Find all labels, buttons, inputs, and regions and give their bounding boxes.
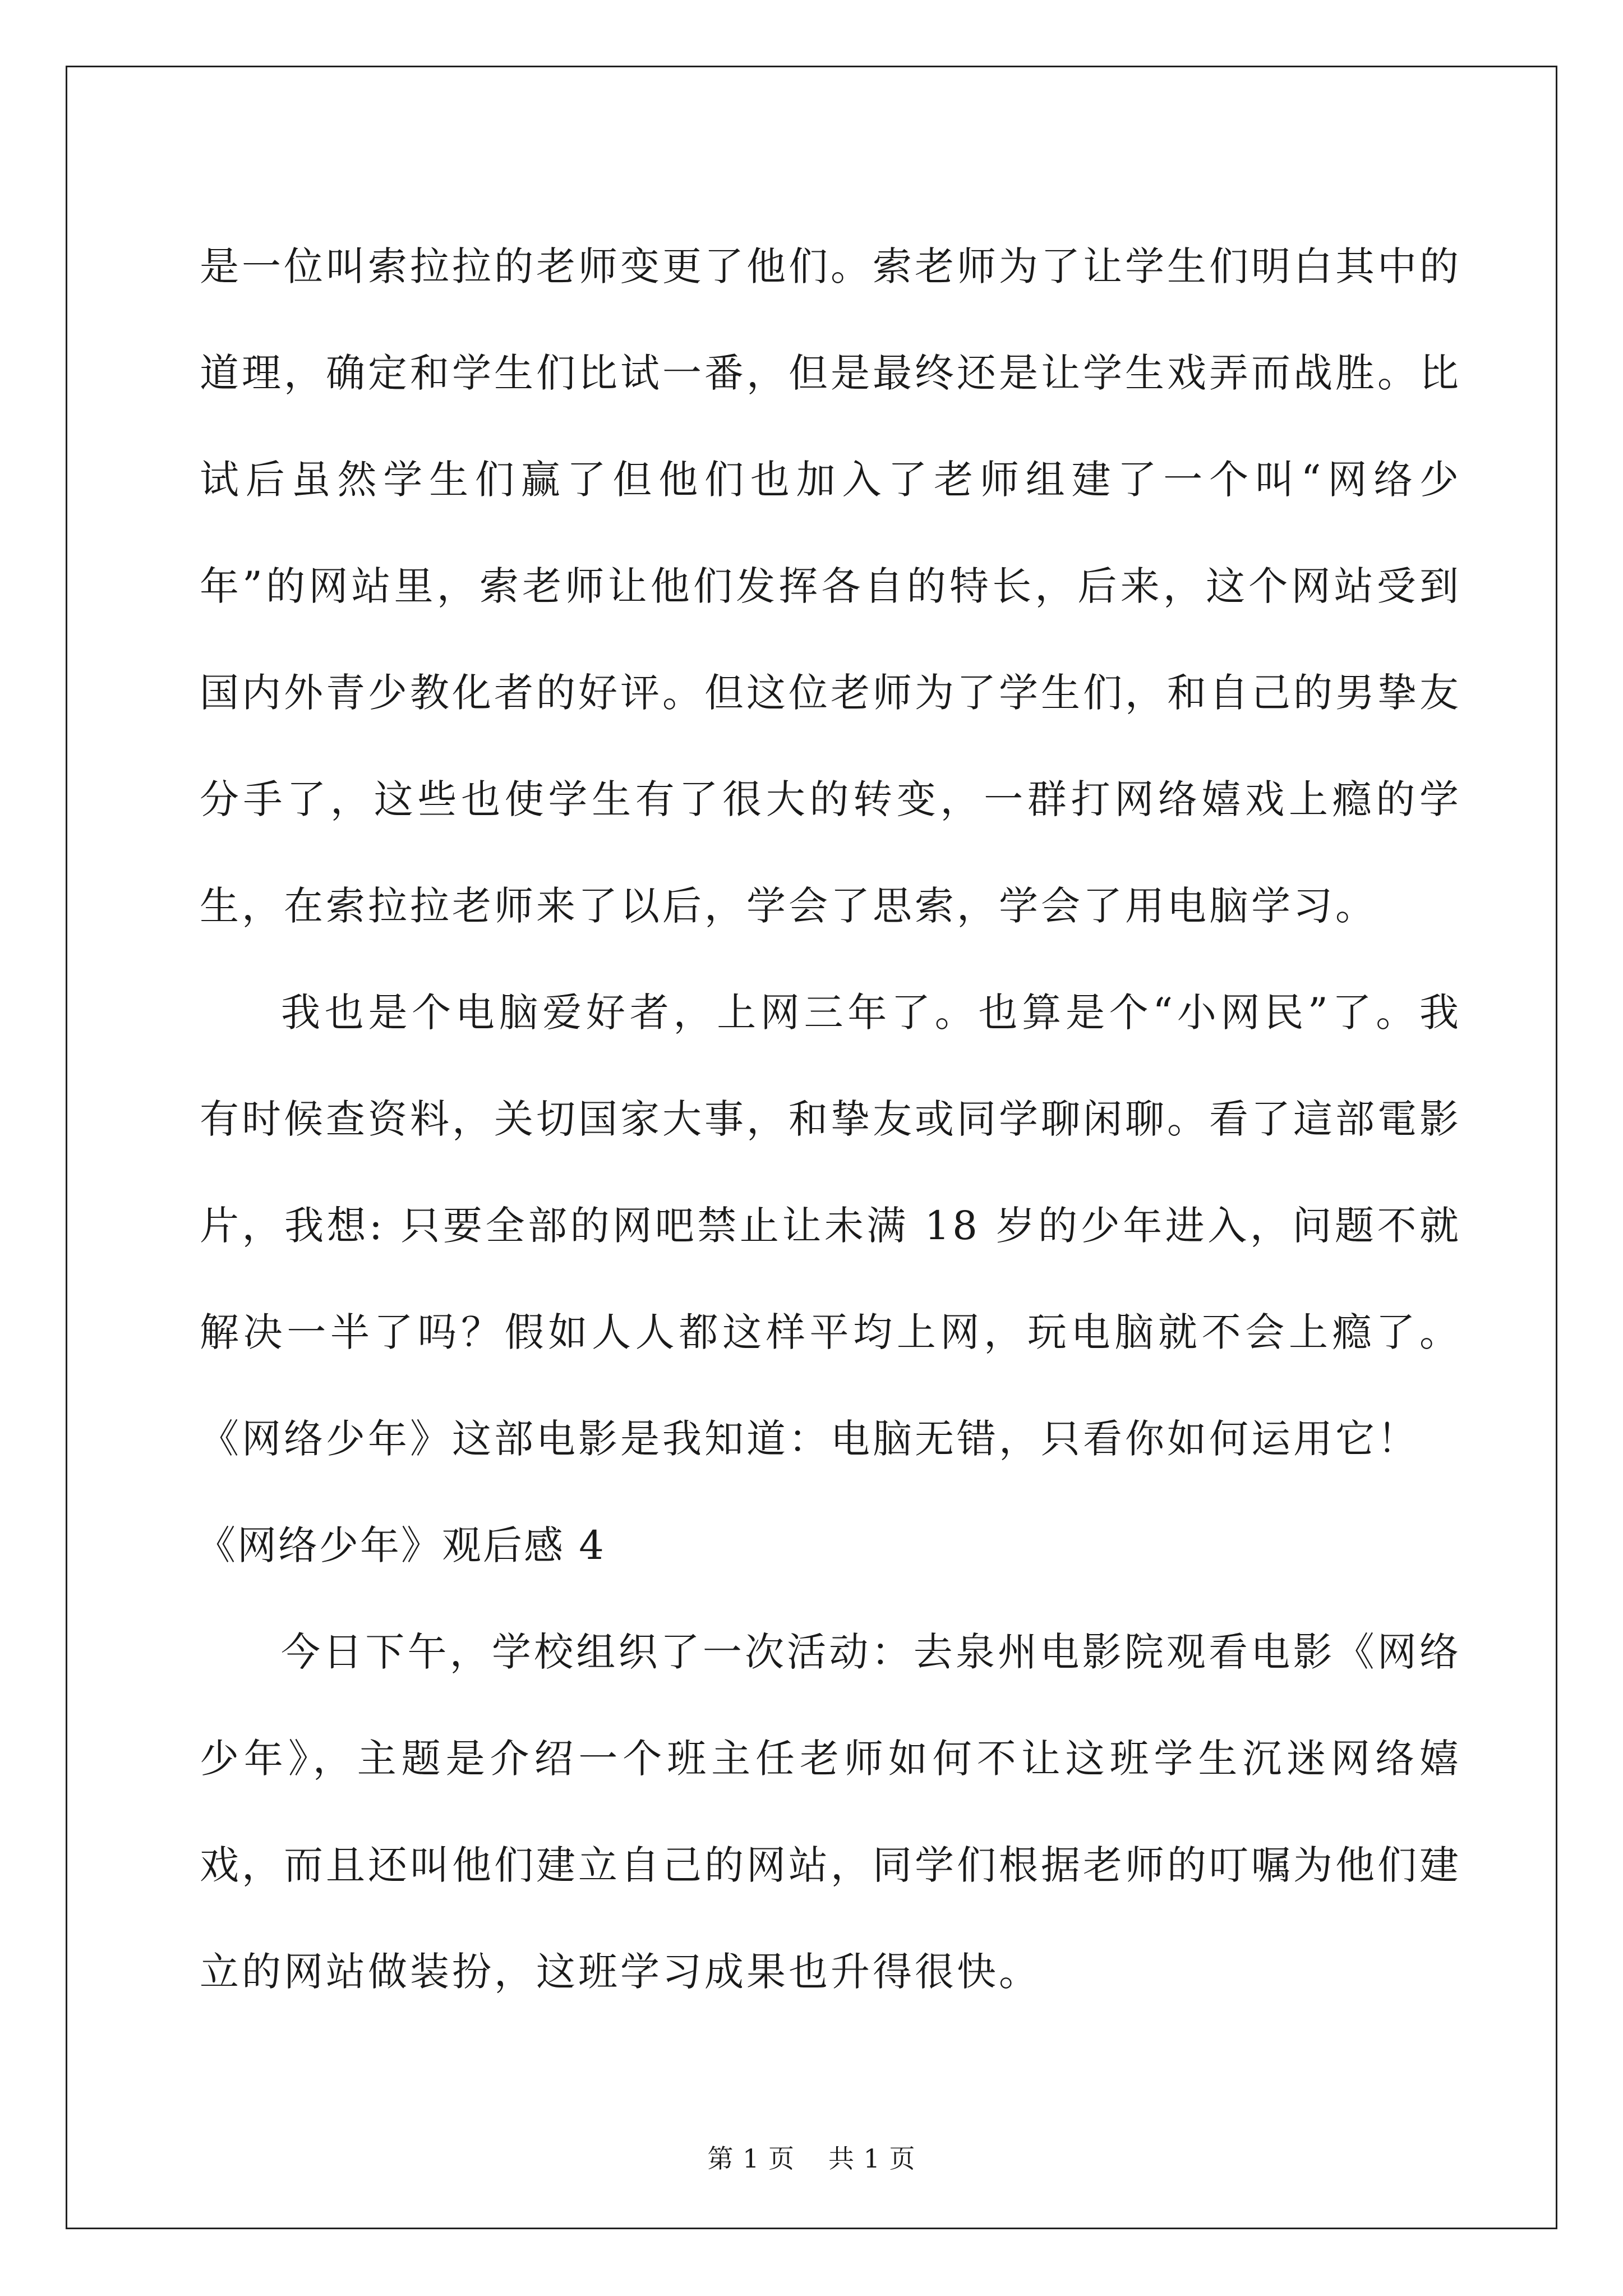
paragraph-2: 我也是个电脑爱好者，上网三年了。也算是个“小网民”了。我有时候查资料，关切国家大事，和挚友或同学聊闲聊。看了這部電影片，我想: 只要全部的网吧禁止让未满 18 岁的少年进入，问题不就解决一半了吗？假如人人都这样平均上网，玩电脑就不会上瘾了。《网络少年》这部电影是我知道：电脑无错，只看你如何运用它！ — [200, 990, 1461, 1462]
paragraph-3: 今日下午，学校组织了一次活动：去泉州电影院观看电影《网络少年》，主题是介绍一个班主任老师如何不让这班学生沉迷网络嬉戏，而且还叫他们建立自己的网站，同学们根据老师的叮嘱为他们建立的网站做装扮，这班学习成果也升得很快。 — [200, 1629, 1461, 1995]
page-footer — [0, 2138, 1623, 2175]
page-number: 第 1 页 — [707, 2143, 795, 2174]
document-body — [196, 213, 1461, 2025]
paragraph-1: 是一位叫索拉拉的老师变更了他们。索老师为了让学生们明白其中的道理，确定和学生们比试一番，但是最终还是让学生戏弄而战胜。比试后虽然学生们赢了但他们也加入了老师组建了一个叫“网络少年”的网站里，索老师让他们发挥各自的特长，后来，这个网站受到国内外青少教化者的好评。但这位老师为了学生们，和自己的男挚友分手了，这些也使学生有了很大的转变，一群打网络嬉戏上瘾的学生，在索拉拉老师来了以后，学会了思索，学会了用电脑学习。 — [200, 243, 1461, 929]
page-total: 共 1 页 — [828, 2143, 916, 2174]
section-heading: 《网络少年》观后感 4 — [196, 1522, 606, 1568]
